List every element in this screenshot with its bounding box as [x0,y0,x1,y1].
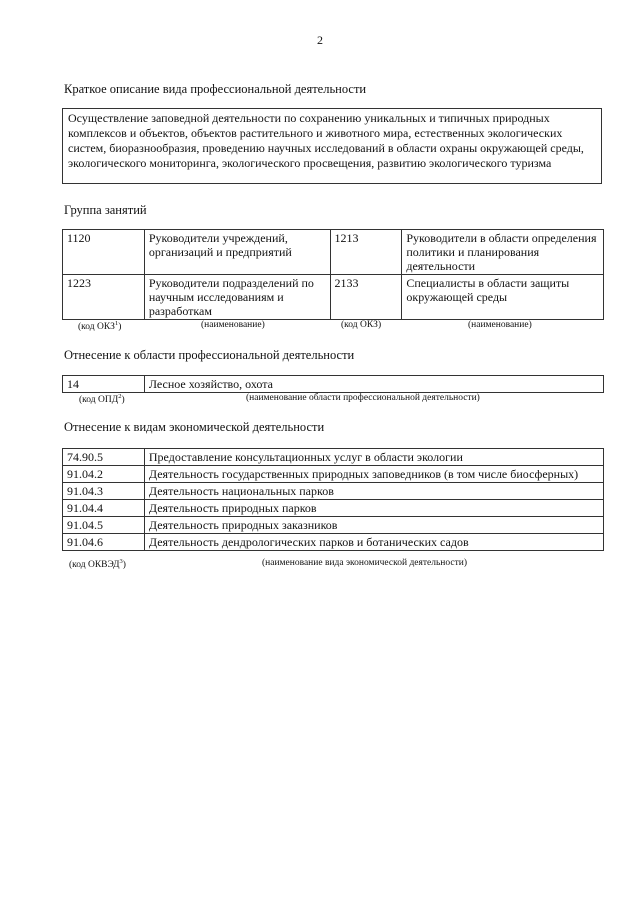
okved-code-cell: 91.04.3 [63,483,145,500]
occupation-group-table [62,229,604,320]
okz-code-caption-2: (код ОКЗ) [341,320,382,330]
table-row [63,376,604,393]
okz-name-caption: (наименование) [201,320,265,330]
okz-code-cell: 2133 [330,275,402,320]
okved-name-cell: Предоставление консультационных услуг в области экологии [144,449,603,466]
okved-name-caption: (наименование вида экономической деятельности) [262,558,467,568]
okved-code-cell: 74.90.5 [63,449,145,466]
okved-name-cell: Деятельность государственных природных заповедников (в том числе биосферных) [144,466,603,483]
okved-name-cell: Деятельность природных заказников [144,517,603,534]
okved-code-cell: 91.04.2 [63,466,145,483]
opd-code-caption: (код ОПД$^2$) [79,393,125,406]
brief-description-text: Осуществление заповедной деятельности по сохранению уникальных и типичных природных комплексов и объектов, объектов растительного и животного мира, естественных экологических систем, биоразнообразия, проведению научных исследований в области охраны окружающей среды, экологического мониторинга, экологического просвещения, развитию экологического туризма [68,111,584,170]
okved-name-cell: Деятельность дендрологических парков и ботанических садов [144,534,603,551]
occupation-group-heading: Группа занятий [64,203,147,217]
okz-code-caption: (код ОКЗ$^1$) [78,320,122,333]
okz-name-cell: Руководители учреждений, организаций и предприятий [144,230,330,275]
opd-code-cell: 14 [63,376,145,393]
okved-name-cell: Деятельность национальных парков [144,483,603,500]
table-row [63,517,604,534]
brief-description-box [62,108,602,184]
table-row [63,275,604,320]
table-row [63,500,604,517]
table-row [63,534,604,551]
okved-code-cell: 91.04.4 [63,500,145,517]
okz-name-cell: Руководители в области определения политики и планирования деятельности [402,230,604,275]
table-row [63,483,604,500]
okz-code-cell: 1223 [63,275,145,320]
table-row [63,230,604,275]
okz-name-cell: Руководители подразделений по научным исследованиям и разработкам [144,275,330,320]
professional-area-table [62,375,604,393]
brief-description-heading: Краткое описание вида профессиональной деятельности [64,82,367,96]
okz-code-cell: 1120 [63,230,145,275]
economic-activities-table [62,448,604,551]
okved-code-cell: 91.04.6 [63,534,145,551]
okved-name-cell: Деятельность природных парков [144,500,603,517]
okz-code-cell: 1213 [330,230,402,275]
page-number: 2 [317,33,323,47]
okz-name-cell: Специалисты в области защиты окружающей среды [402,275,604,320]
table-row [63,449,604,466]
economic-activities-heading: Отнесение к видам экономической деятельности [64,420,325,434]
okved-code-caption: (код ОКВЭД$^3$) [69,558,126,571]
table-row [63,466,604,483]
okved-code-cell: 91.04.5 [63,517,145,534]
okz-name-caption-2: (наименование) [468,320,532,330]
opd-name-cell: Лесное хозяйство, охота [144,376,603,393]
professional-area-heading: Отнесение к области профессиональной деятельности [64,348,355,362]
opd-name-caption: (наименование области профессиональной деятельности) [246,393,480,403]
